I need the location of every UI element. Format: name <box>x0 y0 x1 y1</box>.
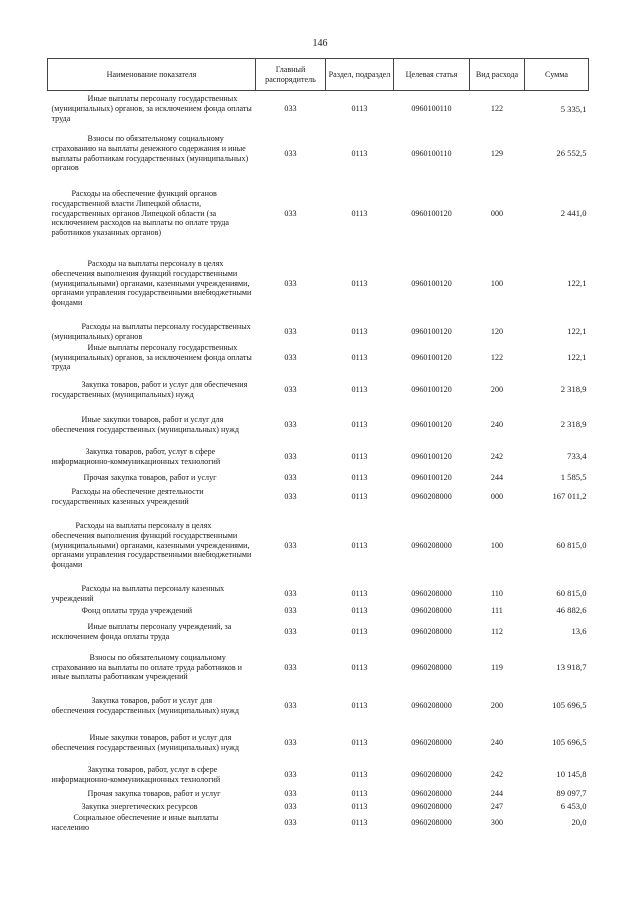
indicator-name-text: Расходы на выплаты персоналу в целях обеспечения выполнения функций государственными (муниципальными) органами, казенными учреждениями, органами управления государственными внебюджетными фондами <box>51 521 252 570</box>
target-article-cell: 0960208000 <box>411 737 452 747</box>
amount-cell: 2 318,9 <box>560 384 587 395</box>
chief-administrator-cell: 033 <box>284 103 297 113</box>
header-amount: Сумма <box>525 59 589 91</box>
target-article-cell: 0960100120 <box>411 352 452 362</box>
section-cell: 0113 <box>351 769 368 779</box>
table-row <box>48 647 589 689</box>
indicator-name-text: Взносы по обязательному социальному страхованию на выплаты денежного содержания и иные выплаты работникам государственных (муниципальных) органов <box>51 134 249 173</box>
indicator-name-cell <box>48 723 256 763</box>
amount-cell: 122,1 <box>567 352 587 363</box>
target-article-cell: 0960100110 <box>411 148 452 158</box>
table-row <box>48 509 589 583</box>
expense-type-cell: 244 <box>490 472 504 482</box>
expense-type-cell: 100 <box>490 540 504 550</box>
section-cell: 0113 <box>351 801 368 811</box>
section-cell: 0113 <box>351 326 368 336</box>
indicator-name-text: Закупка товаров, работ и услуг для обеспечения государственных (муниципальных) нужд <box>51 695 239 715</box>
indicator-name-text: Иные закупки товаров, работ и услуг для обеспечения государственных (муниципальных) нужд <box>51 414 239 434</box>
chief-administrator-cell: 033 <box>284 472 297 482</box>
chief-administrator-cell: 033 <box>284 801 297 811</box>
table-row <box>48 813 589 833</box>
target-article-cell: 0960208000 <box>411 588 452 598</box>
amount-cell: 2 318,9 <box>560 419 587 430</box>
chief-administrator-cell: 033 <box>284 700 297 710</box>
section-cell: 0113 <box>351 737 368 747</box>
table-header <box>48 59 589 91</box>
table-row <box>48 343 589 373</box>
expense-type-cell: 110 <box>491 588 503 598</box>
indicator-name-text: Иные закупки товаров, работ и услуг для обеспечения государственных (муниципальных) нужд <box>51 732 239 752</box>
indicator-name-text: Взносы по обязательному социальному страхованию на выплаты по оплате труда работников и иные выплаты работникам учреждений <box>51 652 242 682</box>
table-row <box>48 485 589 509</box>
header-indicator-name: Наименование показателя <box>48 59 256 91</box>
indicator-name-text: Закупка товаров, работ и услуг для обеспечения государственных (муниципальных) нужд <box>51 379 248 399</box>
amount-cell: 60 815,0 <box>556 540 587 551</box>
target-article-cell: 0960100120 <box>411 472 452 482</box>
chief-administrator-cell: 033 <box>284 817 297 827</box>
expense-type-cell: 200 <box>490 384 504 394</box>
target-article-cell: 0960208000 <box>411 662 452 672</box>
indicator-name-cell <box>48 787 256 801</box>
indicator-name-cell <box>48 443 256 471</box>
indicator-name-cell <box>48 689 256 723</box>
expense-type-cell: 122 <box>490 352 504 362</box>
table-row <box>48 605 589 617</box>
indicator-name-text: Расходы на выплаты персоналу государственных (муниципальных) органов <box>51 321 251 341</box>
expense-type-cell: 242 <box>490 451 504 461</box>
target-article-cell: 0960208000 <box>411 817 452 827</box>
amount-cell: 122,1 <box>567 278 587 289</box>
target-article-cell: 0960100120 <box>411 208 452 218</box>
indicator-name-cell <box>48 471 256 485</box>
expense-type-cell: 100 <box>490 278 504 288</box>
indicator-name-text: Иные выплаты персоналу государственных (муниципальных) органов, за исключением фонда оплаты труда <box>51 342 252 372</box>
section-cell: 0113 <box>351 788 368 798</box>
target-article-cell: 0960208000 <box>411 626 452 636</box>
amount-cell: 26 552,5 <box>556 148 587 159</box>
amount-cell: 733,4 <box>567 451 587 462</box>
amount-cell: 167 011,2 <box>552 491 587 502</box>
target-article-cell: 0960208000 <box>411 605 452 615</box>
section-cell: 0113 <box>351 540 368 550</box>
table-row <box>48 763 589 787</box>
amount-cell: 89 097,7 <box>556 788 587 799</box>
indicator-name-cell <box>48 91 256 127</box>
amount-cell: 13 918,7 <box>556 662 587 673</box>
chief-administrator-cell: 033 <box>284 148 297 158</box>
indicator-name-cell <box>48 813 256 833</box>
section-cell: 0113 <box>351 588 368 598</box>
chief-administrator-cell: 033 <box>284 208 297 218</box>
indicator-name-cell <box>48 485 256 509</box>
indicator-name-cell <box>48 509 256 583</box>
amount-cell: 2 441,0 <box>560 208 587 219</box>
table-row <box>48 373 589 407</box>
chief-administrator-cell: 033 <box>284 769 297 779</box>
target-article-cell: 0960100120 <box>411 326 452 336</box>
chief-administrator-cell: 033 <box>284 278 297 288</box>
chief-administrator-cell: 033 <box>284 451 297 461</box>
target-article-cell: 0960208000 <box>411 788 452 798</box>
indicator-name-cell <box>48 343 256 373</box>
indicator-name-text: Фонд оплаты труда учреждений <box>81 605 193 615</box>
amount-cell: 1 585,5 <box>560 472 587 483</box>
section-cell: 0113 <box>351 472 368 482</box>
target-article-cell: 0960208000 <box>411 540 452 550</box>
expense-type-cell: 119 <box>491 662 503 672</box>
expense-type-cell: 000 <box>490 491 504 501</box>
table-row <box>48 583 589 605</box>
indicator-name-text: Закупка товаров, работ, услуг в сфере информационно-коммуникационных технологий <box>51 764 221 784</box>
target-article-cell: 0960208000 <box>411 801 452 811</box>
indicator-name-text: Расходы на выплаты персоналу в целях обеспечения выполнения функций государственными (муниципальными) органами, казенными учреждениями, органами управления государственными внебюджетными фондами <box>51 259 252 308</box>
indicator-name-cell <box>48 605 256 617</box>
expense-type-cell: 111 <box>491 605 503 615</box>
indicator-name-cell <box>48 181 256 247</box>
indicator-name-text: Социальное обеспечение и иные выплаты населению <box>51 812 219 832</box>
indicator-name-text: Иные выплаты персоналу государственных (муниципальных) органов, за исключением фонда оплаты труда <box>51 94 252 123</box>
indicator-name-cell <box>48 373 256 407</box>
table-row <box>48 247 589 321</box>
indicator-name-text: Расходы на обеспечение деятельности государственных казенных учреждений <box>51 486 204 506</box>
table-row <box>48 801 589 813</box>
target-article-cell: 0960100120 <box>411 419 452 429</box>
target-article-cell: 0960100120 <box>411 384 452 394</box>
amount-cell: 6 453,0 <box>560 801 587 812</box>
target-article-cell: 0960100120 <box>411 451 452 461</box>
table-row <box>48 617 589 647</box>
indicator-name-cell <box>48 583 256 605</box>
chief-administrator-cell: 033 <box>284 788 297 798</box>
amount-cell: 20,0 <box>571 817 587 828</box>
expense-type-cell: 242 <box>490 769 504 779</box>
indicator-name-text: Прочая закупка товаров, работ и услуг <box>83 472 217 482</box>
section-cell: 0113 <box>351 817 368 827</box>
section-cell: 0113 <box>351 103 368 113</box>
indicator-name-cell <box>48 407 256 443</box>
header-expense-type: Вид расхода <box>470 59 525 91</box>
page-number: 146 <box>312 38 328 49</box>
amount-cell: 105 696,5 <box>552 737 587 748</box>
table-row <box>48 723 589 763</box>
amount-cell: 105 696,5 <box>552 700 587 711</box>
amount-cell: 5 335,1 <box>560 103 587 114</box>
section-cell: 0113 <box>351 352 368 362</box>
table-row <box>48 407 589 443</box>
chief-administrator-cell: 033 <box>284 540 297 550</box>
table-row <box>48 181 589 247</box>
target-article-cell: 0960100120 <box>411 278 452 288</box>
target-article-cell: 0960100110 <box>411 103 452 113</box>
table-row <box>48 443 589 471</box>
expense-type-cell: 244 <box>490 788 504 798</box>
indicator-name-text: Закупка товаров, работ, услуг в сфере информационно-коммуникационных технологий <box>51 446 221 466</box>
section-cell: 0113 <box>351 451 368 461</box>
amount-cell: 13,6 <box>571 626 587 637</box>
chief-administrator-cell: 033 <box>284 384 297 394</box>
chief-administrator-cell: 033 <box>284 491 297 501</box>
table-row <box>48 127 589 181</box>
indicator-name-text: Расходы на обеспечение функций органов государственной власти Липецкой области, государственных органов Липецкой области (за исключением расходов на выплаты по оплате труда работников указанных органов) <box>51 189 230 238</box>
indicator-name-text: Расходы на выплаты персоналу казенных учреждений <box>51 583 225 603</box>
amount-cell: 60 815,0 <box>556 588 587 599</box>
expense-type-cell: 120 <box>490 326 504 336</box>
expense-type-cell: 247 <box>490 801 504 811</box>
amount-cell: 10 145,8 <box>556 769 587 780</box>
chief-administrator-cell: 033 <box>284 662 297 672</box>
expense-type-cell: 112 <box>491 626 503 636</box>
indicator-name-cell <box>48 127 256 181</box>
header-section-subsection: Раздел, подраздел <box>326 59 394 91</box>
indicator-name-text: Прочая закупка товаров, работ и услуг <box>87 788 221 798</box>
expense-type-cell: 240 <box>490 737 504 747</box>
section-cell: 0113 <box>351 384 368 394</box>
chief-administrator-cell: 033 <box>284 352 297 362</box>
table-row <box>48 91 589 127</box>
header-row <box>48 59 589 91</box>
indicator-name-cell <box>48 247 256 321</box>
chief-administrator-cell: 033 <box>284 588 297 598</box>
header-target-article: Целевая статья <box>394 59 470 91</box>
indicator-name-text: Закупка энергетических ресурсов <box>81 801 198 811</box>
chief-administrator-cell: 033 <box>284 326 297 336</box>
table-row <box>48 689 589 723</box>
table-row <box>48 471 589 485</box>
chief-administrator-cell: 033 <box>284 605 297 615</box>
header-chief-administrator: Главный распорядитель <box>256 59 326 91</box>
indicator-name-text: Иные выплаты персоналу учреждений, за исключением фонда оплаты труда <box>51 621 232 641</box>
table-row <box>48 321 589 343</box>
expense-type-cell: 122 <box>490 103 504 113</box>
target-article-cell: 0960208000 <box>411 491 452 501</box>
chief-administrator-cell: 033 <box>284 626 297 636</box>
indicator-name-cell <box>48 801 256 813</box>
section-cell: 0113 <box>351 662 368 672</box>
expense-type-cell: 129 <box>490 148 504 158</box>
section-cell: 0113 <box>351 626 368 636</box>
section-cell: 0113 <box>351 605 368 615</box>
chief-administrator-cell: 033 <box>284 419 297 429</box>
amount-cell: 46 882,6 <box>556 605 587 616</box>
expense-type-cell: 300 <box>490 817 504 827</box>
expense-type-cell: 240 <box>490 419 504 429</box>
indicator-name-cell <box>48 763 256 787</box>
section-cell: 0113 <box>351 278 368 288</box>
target-article-cell: 0960208000 <box>411 769 452 779</box>
table-row <box>48 787 589 801</box>
table-body <box>48 91 589 833</box>
section-cell: 0113 <box>351 700 368 710</box>
indicator-name-cell <box>48 617 256 647</box>
target-article-cell: 0960208000 <box>411 700 452 710</box>
expense-type-cell: 200 <box>490 700 504 710</box>
expense-type-cell: 000 <box>490 208 504 218</box>
section-cell: 0113 <box>351 491 368 501</box>
indicator-name-cell <box>48 647 256 689</box>
section-cell: 0113 <box>351 419 368 429</box>
chief-administrator-cell: 033 <box>284 737 297 747</box>
indicator-name-cell <box>48 321 256 343</box>
amount-cell: 122,1 <box>567 326 587 337</box>
section-cell: 0113 <box>351 208 368 218</box>
section-cell: 0113 <box>351 148 368 158</box>
budget-table <box>47 58 589 833</box>
